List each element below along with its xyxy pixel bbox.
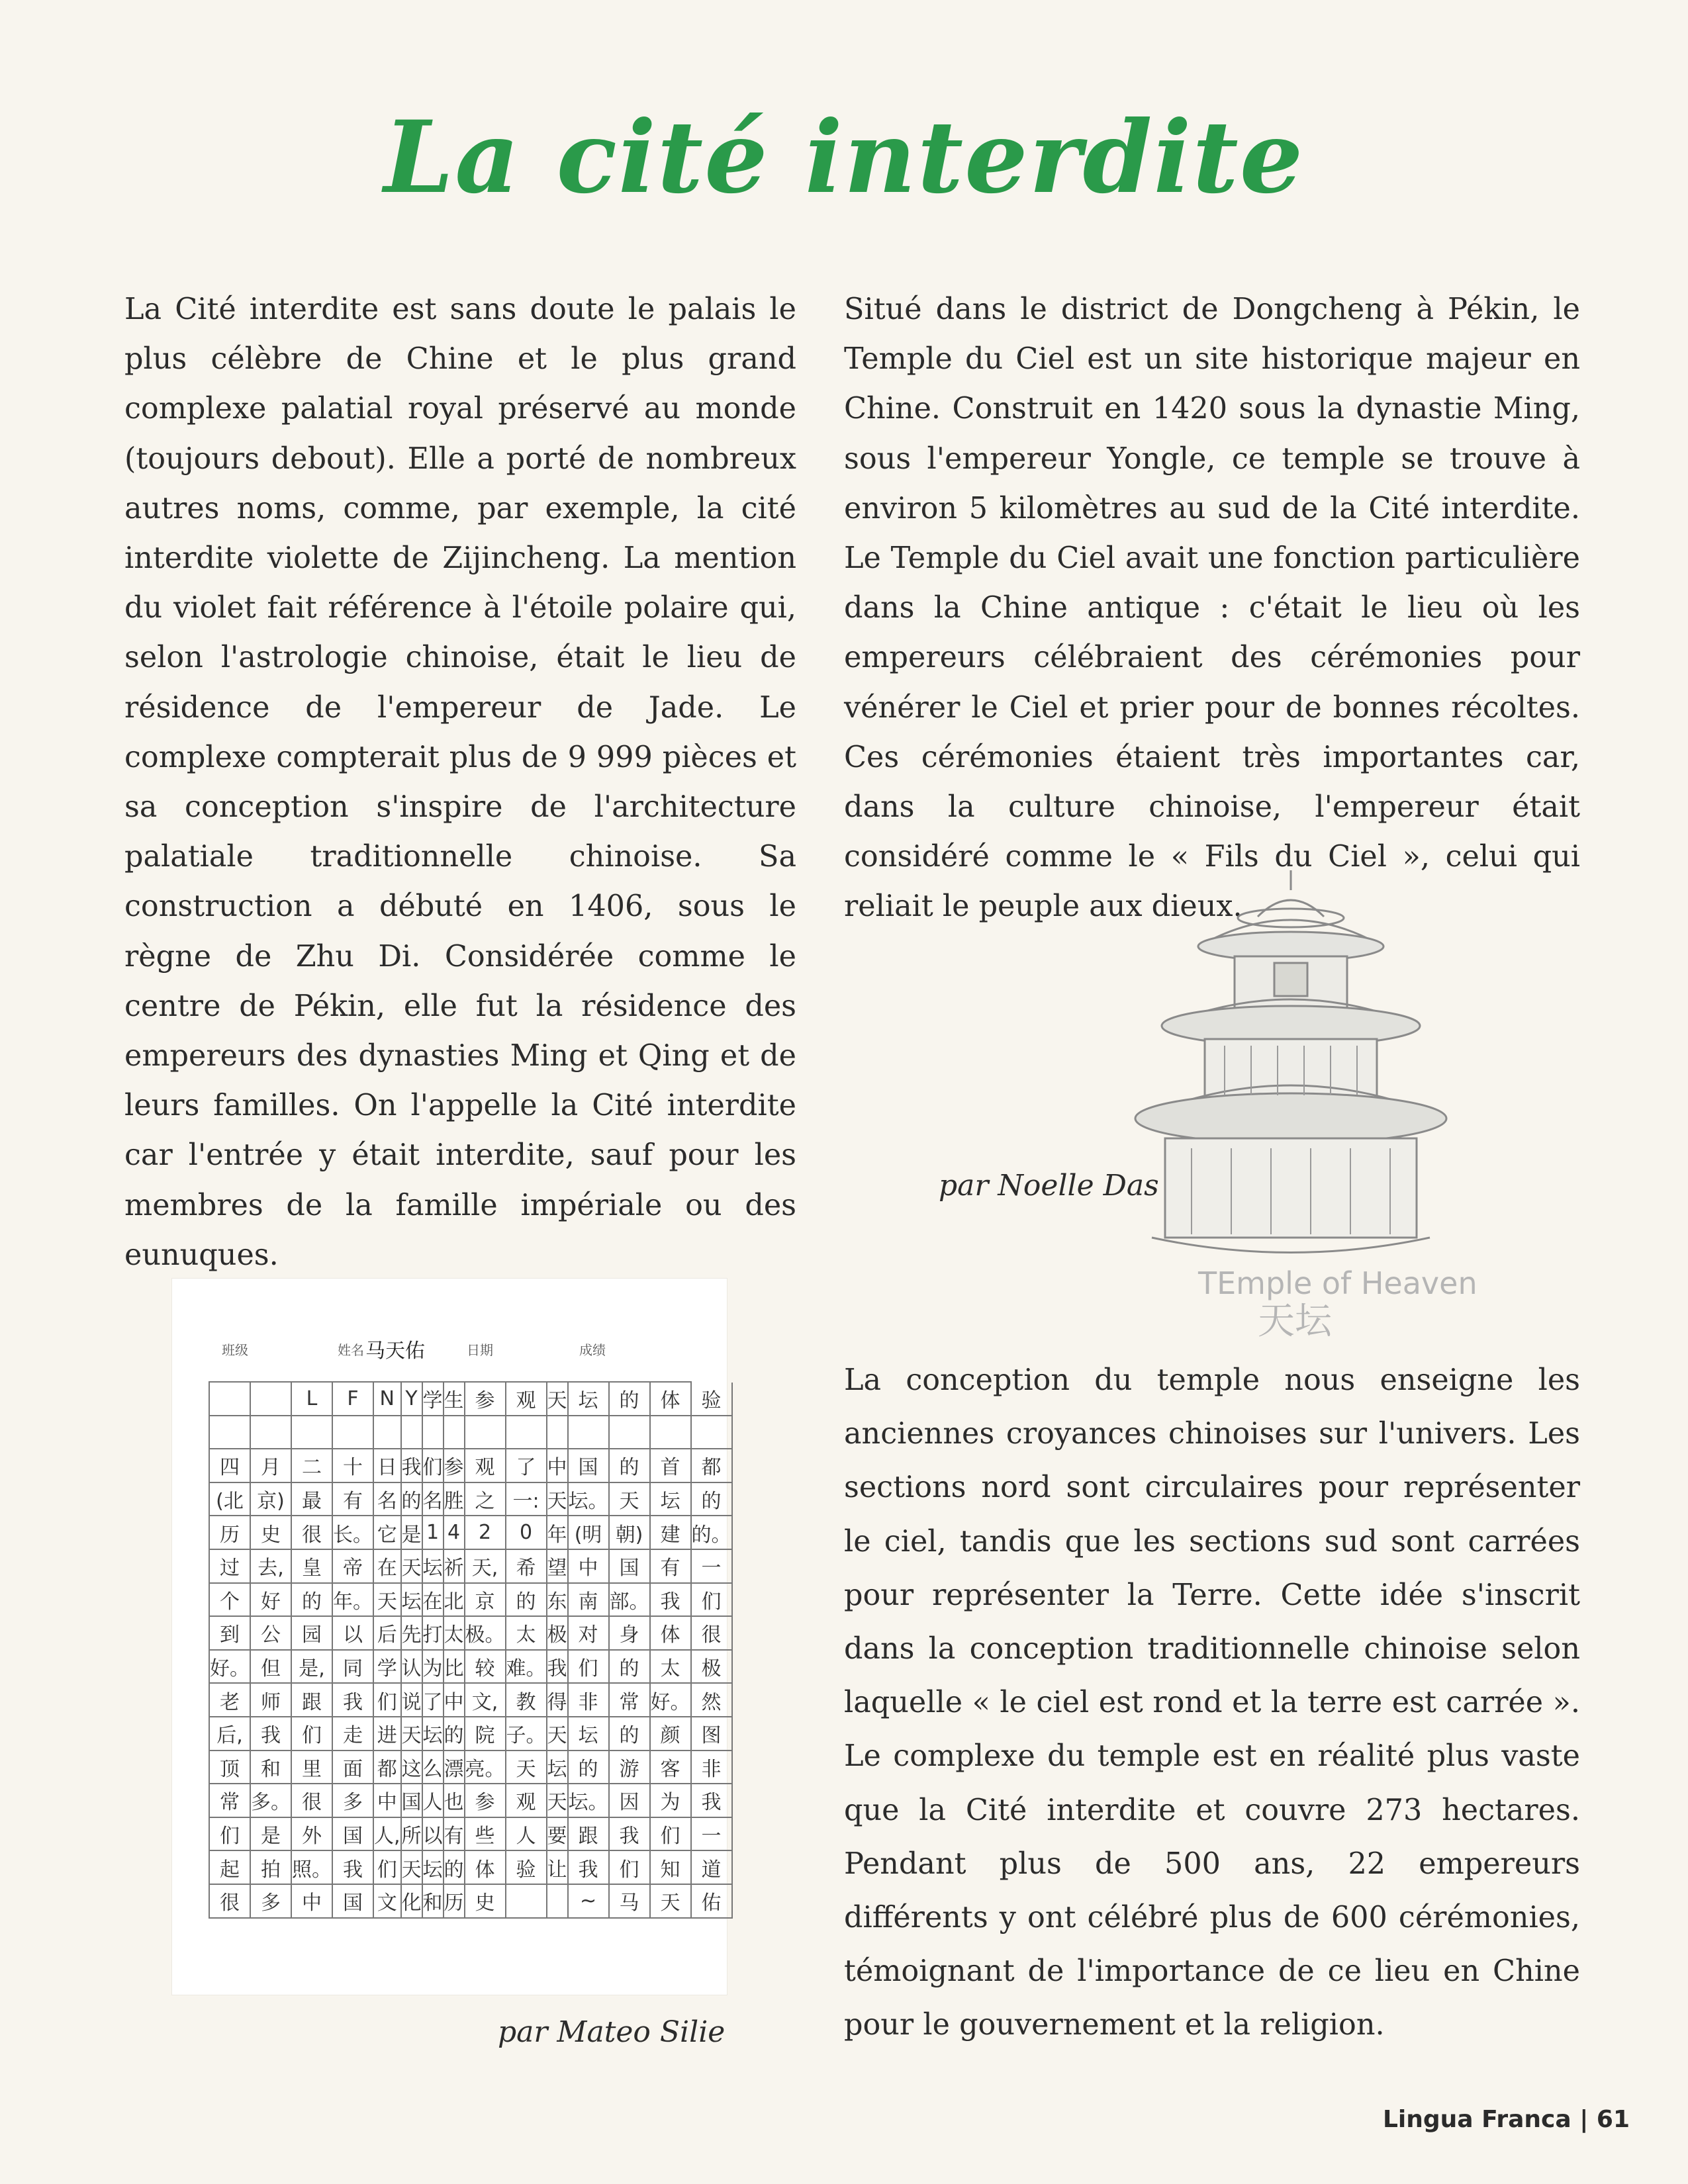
worksheet-cell: 们 <box>292 1717 333 1751</box>
worksheet-cell: 0 <box>506 1516 547 1550</box>
worksheet-cell: 天 <box>610 1483 651 1517</box>
worksheet-cell: 师 <box>251 1684 292 1717</box>
worksheet-cell: 年。 <box>333 1584 374 1617</box>
article-left-paragraph: La Cité interdite est sans doute le palais le plus célèbre de Chine et le plus grand complexe palatial royal préservé au monde (toujours debout). Elle a porté de nombreux autres noms, comme, par exemple, la cité interdite violette de Zijincheng. La mention du violet fait référence à l'étoile polaire qui, selon l'astrologie chinoise, était le lieu de résidence de l'empereur de Jade. Le complexe compterait plus de 9 999 pièces et sa conception s'inspire de l'architecture palatiale traditionnelle chinoise. Sa construction a débuté en 1406, sous le règne de Zhu Di. Considérée comme le centre de Pékin, elle fut la résidence des empereurs des dynasties Ming et Qing et de leurs familles. On l'appelle la Cité interdite car l'entrée y était interdite, sauf pour les membres de la famille impériale ou des eunuques. <box>124 293 796 1272</box>
worksheet-cell: 照。 <box>292 1851 333 1885</box>
worksheet-cell: 常 <box>610 1684 651 1717</box>
worksheet-cell: 体 <box>651 1383 692 1416</box>
worksheet-cell: 好 <box>251 1584 292 1617</box>
worksheet-cell: 们 <box>569 1651 610 1684</box>
worksheet-cell: 跟 <box>569 1818 610 1852</box>
worksheet-cell: 天 <box>547 1483 569 1517</box>
worksheet-cell: 十 <box>333 1449 374 1483</box>
worksheet-cell: 常 <box>210 1784 251 1818</box>
worksheet-cell: 天 <box>506 1751 547 1785</box>
worksheet-cell: 为 <box>423 1651 444 1684</box>
worksheet-cell: 进 <box>374 1717 402 1751</box>
worksheet-cell: 以 <box>333 1617 374 1651</box>
worksheet-cell: 比 <box>444 1651 465 1684</box>
worksheet-caption: par Mateo Silie <box>498 2015 726 2049</box>
worksheet-cell: 的。 <box>692 1516 733 1550</box>
worksheet-cell: 图 <box>692 1717 733 1751</box>
worksheet-cell: 么 <box>423 1751 444 1785</box>
worksheet-cell: 是 <box>251 1818 292 1852</box>
worksheet-cell: 是, <box>292 1651 333 1684</box>
worksheet-cell <box>210 1416 251 1450</box>
worksheet-cell: 道 <box>692 1851 733 1885</box>
worksheet-cell: 化 <box>402 1885 423 1919</box>
worksheet-cell: 史 <box>251 1516 292 1550</box>
worksheet-cell: 国 <box>402 1784 423 1818</box>
worksheet-cell: 帝 <box>333 1550 374 1584</box>
worksheet-cell: 让 <box>547 1851 569 1885</box>
worksheet-cell: 天 <box>402 1717 423 1751</box>
worksheet-cell: 太 <box>506 1617 547 1651</box>
worksheet-cell: 之 <box>465 1483 506 1517</box>
worksheet-cell: ~ <box>569 1885 610 1919</box>
worksheet-cell: 们 <box>651 1818 692 1852</box>
worksheet-cell: 里 <box>292 1751 333 1785</box>
worksheet-cell: 我 <box>569 1851 610 1885</box>
worksheet-cell <box>251 1416 292 1450</box>
worksheet-cell: 游 <box>610 1751 651 1785</box>
worksheet-cell <box>251 1383 292 1416</box>
worksheet-cell: 公 <box>251 1617 292 1651</box>
temple-drawing-caption: par Noelle Das <box>939 1169 1159 1203</box>
worksheet-cell: 文 <box>374 1885 402 1919</box>
worksheet-cell: 认 <box>402 1651 423 1684</box>
worksheet-cell <box>610 1416 651 1450</box>
worksheet-cell: 2 <box>465 1516 506 1550</box>
worksheet-cell: 所 <box>402 1818 423 1852</box>
worksheet-cell: 的 <box>402 1483 423 1517</box>
worksheet-cell: 外 <box>292 1818 333 1852</box>
worksheet-cell: 建 <box>651 1516 692 1550</box>
worksheet-cell: 以 <box>423 1818 444 1852</box>
worksheet-cell: 天 <box>547 1717 569 1751</box>
worksheet-cell: (北 <box>210 1483 251 1517</box>
worksheet-cell: 的 <box>444 1851 465 1885</box>
worksheet-cell: 坛 <box>423 1550 444 1584</box>
worksheet-cell: 要 <box>547 1818 569 1852</box>
worksheet-cell: 名 <box>374 1483 402 1517</box>
worksheet-cell: 验 <box>506 1851 547 1885</box>
worksheet-cell: 颜 <box>651 1717 692 1751</box>
worksheet-cell: 人 <box>506 1818 547 1852</box>
temple-label-english: TEmple of Heaven <box>1198 1265 1477 1301</box>
worksheet-cell: 们 <box>423 1449 444 1483</box>
worksheet-cell: 观 <box>506 1784 547 1818</box>
worksheet-cell: 学 <box>374 1651 402 1684</box>
worksheet-cell: 极 <box>547 1617 569 1651</box>
worksheet-cell: 我 <box>547 1651 569 1684</box>
worksheet-cell: 太 <box>444 1617 465 1651</box>
worksheet-cell <box>374 1416 402 1450</box>
worksheet-cell: 说 <box>402 1684 423 1717</box>
worksheet-cell: 园 <box>292 1617 333 1651</box>
worksheet-cell: 参 <box>465 1784 506 1818</box>
worksheet-cell: F <box>333 1383 374 1416</box>
worksheet-cell: 和 <box>423 1885 444 1919</box>
worksheet-cell: 有 <box>651 1550 692 1584</box>
worksheet-cell: 国 <box>569 1449 610 1483</box>
worksheet-cell: 一 <box>692 1818 733 1852</box>
worksheet-cell: 多。 <box>251 1784 292 1818</box>
worksheet-cell: 东 <box>547 1584 569 1617</box>
worksheet-cell: 走 <box>333 1717 374 1751</box>
worksheet-cell: 同 <box>333 1651 374 1684</box>
worksheet-cell: 有 <box>333 1483 374 1517</box>
worksheet-cell: 我 <box>610 1818 651 1852</box>
worksheet-cell: 望 <box>547 1550 569 1584</box>
worksheet-cell: 佑 <box>692 1885 733 1919</box>
worksheet-cell: 验 <box>692 1383 733 1416</box>
worksheet-cell: 国 <box>610 1550 651 1584</box>
worksheet-cell: 到 <box>210 1617 251 1651</box>
worksheet-cell: 因 <box>610 1784 651 1818</box>
worksheet-cell: 很 <box>210 1885 251 1919</box>
worksheet-cell: 多 <box>333 1784 374 1818</box>
worksheet-cell: 子。 <box>506 1717 547 1751</box>
worksheet-cell: Y <box>402 1383 423 1416</box>
worksheet-cell: 的 <box>610 1651 651 1684</box>
worksheet-cell: 国 <box>333 1885 374 1919</box>
worksheet-cell: 难。 <box>506 1651 547 1684</box>
worksheet-cell: 国 <box>333 1818 374 1852</box>
worksheet-cell: 极。 <box>465 1617 506 1651</box>
worksheet-cell: 坛 <box>569 1717 610 1751</box>
worksheet-cell: 我 <box>692 1784 733 1818</box>
worksheet-cell: 1 <box>423 1516 444 1550</box>
worksheet-cell <box>465 1416 506 1450</box>
worksheet-cell: 先 <box>402 1617 423 1651</box>
worksheet-cell: 长。 <box>333 1516 374 1550</box>
worksheet-cell: 太 <box>651 1651 692 1684</box>
worksheet-cell: 得 <box>547 1684 569 1717</box>
worksheet-header <box>172 1340 727 1366</box>
worksheet-cell <box>547 1885 569 1919</box>
worksheet-cell <box>569 1416 610 1450</box>
worksheet-cell: 为 <box>651 1784 692 1818</box>
worksheet-cell: 天 <box>547 1383 569 1416</box>
worksheet-cell: 在 <box>374 1550 402 1584</box>
worksheet-cell: 们 <box>610 1851 651 1885</box>
worksheet-cell: 皇 <box>292 1550 333 1584</box>
worksheet-cell: 的 <box>692 1483 733 1517</box>
worksheet-cell: 坛。 <box>569 1784 610 1818</box>
page-footer: Lingua Franca | 61 <box>1382 2106 1630 2133</box>
worksheet-cell: 和 <box>251 1751 292 1785</box>
worksheet-cell: 的 <box>569 1751 610 1785</box>
worksheet-cell: 了 <box>506 1449 547 1483</box>
worksheet-cell: 参 <box>444 1449 465 1483</box>
worksheet-cell: 参 <box>465 1383 506 1416</box>
worksheet-cell: 们 <box>374 1684 402 1717</box>
worksheet-cell: 好。 <box>651 1684 692 1717</box>
worksheet-cell: 坛 <box>402 1584 423 1617</box>
worksheet-cell: 坛 <box>651 1483 692 1517</box>
worksheet-cell: 人 <box>423 1784 444 1818</box>
worksheet-cell: 身 <box>610 1617 651 1651</box>
worksheet-cell: 好。 <box>210 1651 251 1684</box>
worksheet-cell: 在 <box>423 1584 444 1617</box>
page-title: La cité interdite <box>383 99 1305 216</box>
worksheet-cell: 4 <box>444 1516 465 1550</box>
worksheet-cell: 天 <box>374 1584 402 1617</box>
worksheet-cell: 生 <box>444 1383 465 1416</box>
worksheet-cell: 京 <box>465 1584 506 1617</box>
worksheet-cell: 们 <box>210 1818 251 1852</box>
worksheet-cell: 二 <box>292 1449 333 1483</box>
worksheet-cell: 坛 <box>423 1717 444 1751</box>
worksheet-cell <box>402 1416 423 1450</box>
worksheet-cell: 较 <box>465 1651 506 1684</box>
worksheet-cell: 北 <box>444 1584 465 1617</box>
worksheet-cell: 天 <box>402 1851 423 1885</box>
worksheet-cell: 有 <box>444 1818 465 1852</box>
worksheet-cell: 客 <box>651 1751 692 1785</box>
worksheet-cell: 顶 <box>210 1751 251 1785</box>
worksheet-cell: 的 <box>610 1383 651 1416</box>
article-right-paragraph-2: La conception du temple nous enseigne les anciennes croyances chinoises sur l'univers. Les sections nord sont circulaires pour représenter le ciel, tandis que les sections sud sont carrées pour représenter la Terre. Cette idée s'inscrit dans la conception traditionnelle chinoise selon laquelle « le ciel est rond et la terre est carrée ». Le complexe du temple est en réalité plus vaste que la Cité interdite et couvre 273 hectares. Pendant plus de 500 ans, 22 empereurs différents y ont célébré plus de 600 cérémonies, témoignant de l'importance de ce lieu en Chine pour le gouvernement et la religion. <box>844 1363 1580 2042</box>
worksheet-cell: 一: <box>506 1483 547 1517</box>
worksheet-cell: 是 <box>402 1516 423 1550</box>
worksheet-cell: 我 <box>333 1684 374 1717</box>
worksheet-cell: 中 <box>374 1784 402 1818</box>
worksheet-cell: 很 <box>292 1784 333 1818</box>
worksheet-cell <box>692 1416 733 1450</box>
worksheet-cell <box>292 1416 333 1450</box>
worksheet-cell: 老 <box>210 1684 251 1717</box>
worksheet-cell: 我 <box>402 1449 423 1483</box>
worksheet-cell: 首 <box>651 1449 692 1483</box>
worksheet-cell: 中 <box>547 1449 569 1483</box>
worksheet-cell: 马 <box>610 1885 651 1919</box>
worksheet-cell: 坛 <box>423 1851 444 1885</box>
worksheet-cell <box>210 1383 251 1416</box>
worksheet-cell: 打 <box>423 1617 444 1651</box>
worksheet-class-label: 班级 <box>222 1342 248 1358</box>
worksheet-cell: 四 <box>210 1449 251 1483</box>
worksheet-cell: 历 <box>444 1885 465 1919</box>
worksheet-cell: 中 <box>569 1550 610 1584</box>
worksheet-cell: 起 <box>210 1851 251 1885</box>
worksheet-cell: 都 <box>374 1751 402 1785</box>
worksheet-cell: 年 <box>547 1516 569 1550</box>
worksheet-cell: 坛 <box>547 1751 569 1785</box>
worksheet-cell: 亮。 <box>465 1751 506 1785</box>
worksheet-cell <box>333 1416 374 1450</box>
worksheet-cell: 了 <box>423 1684 444 1717</box>
worksheet-cell: 极 <box>692 1651 733 1684</box>
worksheet-cell: 的 <box>292 1584 333 1617</box>
worksheet-cell: 南 <box>569 1584 610 1617</box>
worksheet-cell: 我 <box>651 1584 692 1617</box>
worksheet-cell: 非 <box>569 1684 610 1717</box>
worksheet-cell: 跟 <box>292 1684 333 1717</box>
worksheet-cell: 的 <box>444 1717 465 1751</box>
worksheet-cell: 天, <box>465 1550 506 1584</box>
student-worksheet <box>172 1279 731 1995</box>
worksheet-cell <box>651 1416 692 1450</box>
worksheet-cell <box>547 1416 569 1450</box>
worksheet-cell: 也 <box>444 1784 465 1818</box>
worksheet-grade-label: 成绩 <box>579 1342 606 1358</box>
worksheet-cell: 坛 <box>569 1383 610 1416</box>
worksheet-cell: 后, <box>210 1717 251 1751</box>
worksheet-cell: 胜 <box>444 1483 465 1517</box>
worksheet-cell: 面 <box>333 1751 374 1785</box>
worksheet-cell: 都 <box>692 1449 733 1483</box>
worksheet-cell: 知 <box>651 1851 692 1885</box>
worksheet-cell: 一 <box>692 1550 733 1584</box>
worksheet-cell: 天 <box>402 1550 423 1584</box>
worksheet-cell: 的 <box>610 1449 651 1483</box>
worksheet-cell: 历 <box>210 1516 251 1550</box>
worksheet-cell: 但 <box>251 1651 292 1684</box>
worksheet-grid <box>209 1381 731 1919</box>
worksheet-cell: 拍 <box>251 1851 292 1885</box>
worksheet-cell: 多 <box>251 1885 292 1919</box>
worksheet-cell: L <box>292 1383 333 1416</box>
worksheet-cell: 我 <box>251 1717 292 1751</box>
worksheet-cell: 体 <box>465 1851 506 1885</box>
worksheet-cell: 部。 <box>610 1584 651 1617</box>
worksheet-cell: 月 <box>251 1449 292 1483</box>
worksheet-cell: 希 <box>506 1550 547 1584</box>
worksheet-cell <box>423 1416 444 1450</box>
worksheet-cell: 朝) <box>610 1516 651 1550</box>
worksheet-cell: 体 <box>651 1617 692 1651</box>
worksheet-cell: 对 <box>569 1617 610 1651</box>
worksheet-cell: 们 <box>374 1851 402 1885</box>
temple-of-heaven-drawing <box>1125 870 1509 1347</box>
worksheet-cell: 人, <box>374 1818 402 1852</box>
worksheet-cell: 最 <box>292 1483 333 1517</box>
worksheet-cell: 名 <box>423 1483 444 1517</box>
worksheet-cell: 过 <box>210 1550 251 1584</box>
article-right-paragraph-1: Situé dans le district de Dongcheng à Pékin, le Temple du Ciel est un site historique majeur en Chine. Construit en 1420 sous la dynastie Ming, sous l'empereur Yongle, ce temple se trouve à environ 5 kilomètres au sud de la Cité interdite. Le Temple du Ciel avait une fonction particulière dans la Chine antique : c'était le lieu où les empereurs célébraient des cérémonies pour vénérer le Ciel et prier pour de bonnes récoltes. Ces cérémonies étaient très importantes car, dans la culture chinoise, l'empereur était considéré comme le « Fils du Ciel », celui qui reliait le peuple aux dieux. <box>844 293 1580 924</box>
worksheet-cell: 天 <box>651 1885 692 1919</box>
worksheet-cell: 些 <box>465 1818 506 1852</box>
worksheet-cell: 的 <box>506 1584 547 1617</box>
worksheet-cell: 这 <box>402 1751 423 1785</box>
worksheet-cell <box>506 1416 547 1450</box>
worksheet-cell: 祈 <box>444 1550 465 1584</box>
worksheet-cell: 非 <box>692 1751 733 1785</box>
worksheet-cell: 很 <box>692 1617 733 1651</box>
worksheet-date-label: 日期 <box>467 1342 493 1358</box>
worksheet-cell: N <box>374 1383 402 1416</box>
worksheet-cell: 个 <box>210 1584 251 1617</box>
worksheet-cell: 观 <box>506 1383 547 1416</box>
worksheet-cell: 坛。 <box>569 1483 610 1517</box>
worksheet-cell: 很 <box>292 1516 333 1550</box>
worksheet-cell: 日 <box>374 1449 402 1483</box>
worksheet-cell: 史 <box>465 1885 506 1919</box>
worksheet-cell <box>506 1885 547 1919</box>
worksheet-cell: 教 <box>506 1684 547 1717</box>
worksheet-cell: 然 <box>692 1684 733 1717</box>
worksheet-cell: 后 <box>374 1617 402 1651</box>
worksheet-cell: 中 <box>292 1885 333 1919</box>
worksheet-cell <box>444 1416 465 1450</box>
worksheet-cell: (明 <box>569 1516 610 1550</box>
worksheet-cell: 天 <box>547 1784 569 1818</box>
worksheet-cell: 院 <box>465 1717 506 1751</box>
worksheet-cell: 我 <box>333 1851 374 1885</box>
worksheet-cell: 京) <box>251 1483 292 1517</box>
worksheet-cell: 中 <box>444 1684 465 1717</box>
worksheet-cell: 去, <box>251 1550 292 1584</box>
worksheet-cell: 们 <box>692 1584 733 1617</box>
worksheet-cell: 它 <box>374 1516 402 1550</box>
worksheet-name-label: 姓名 <box>338 1342 364 1358</box>
worksheet-cell: 漂 <box>444 1751 465 1785</box>
temple-label-chinese: 天坛 <box>1258 1300 1332 1343</box>
worksheet-cell: 文, <box>465 1684 506 1717</box>
worksheet-cell: 观 <box>465 1449 506 1483</box>
worksheet-student-name: 马天佑 <box>365 1340 425 1363</box>
worksheet-cell: 学 <box>423 1383 444 1416</box>
worksheet-cell: 的 <box>610 1717 651 1751</box>
